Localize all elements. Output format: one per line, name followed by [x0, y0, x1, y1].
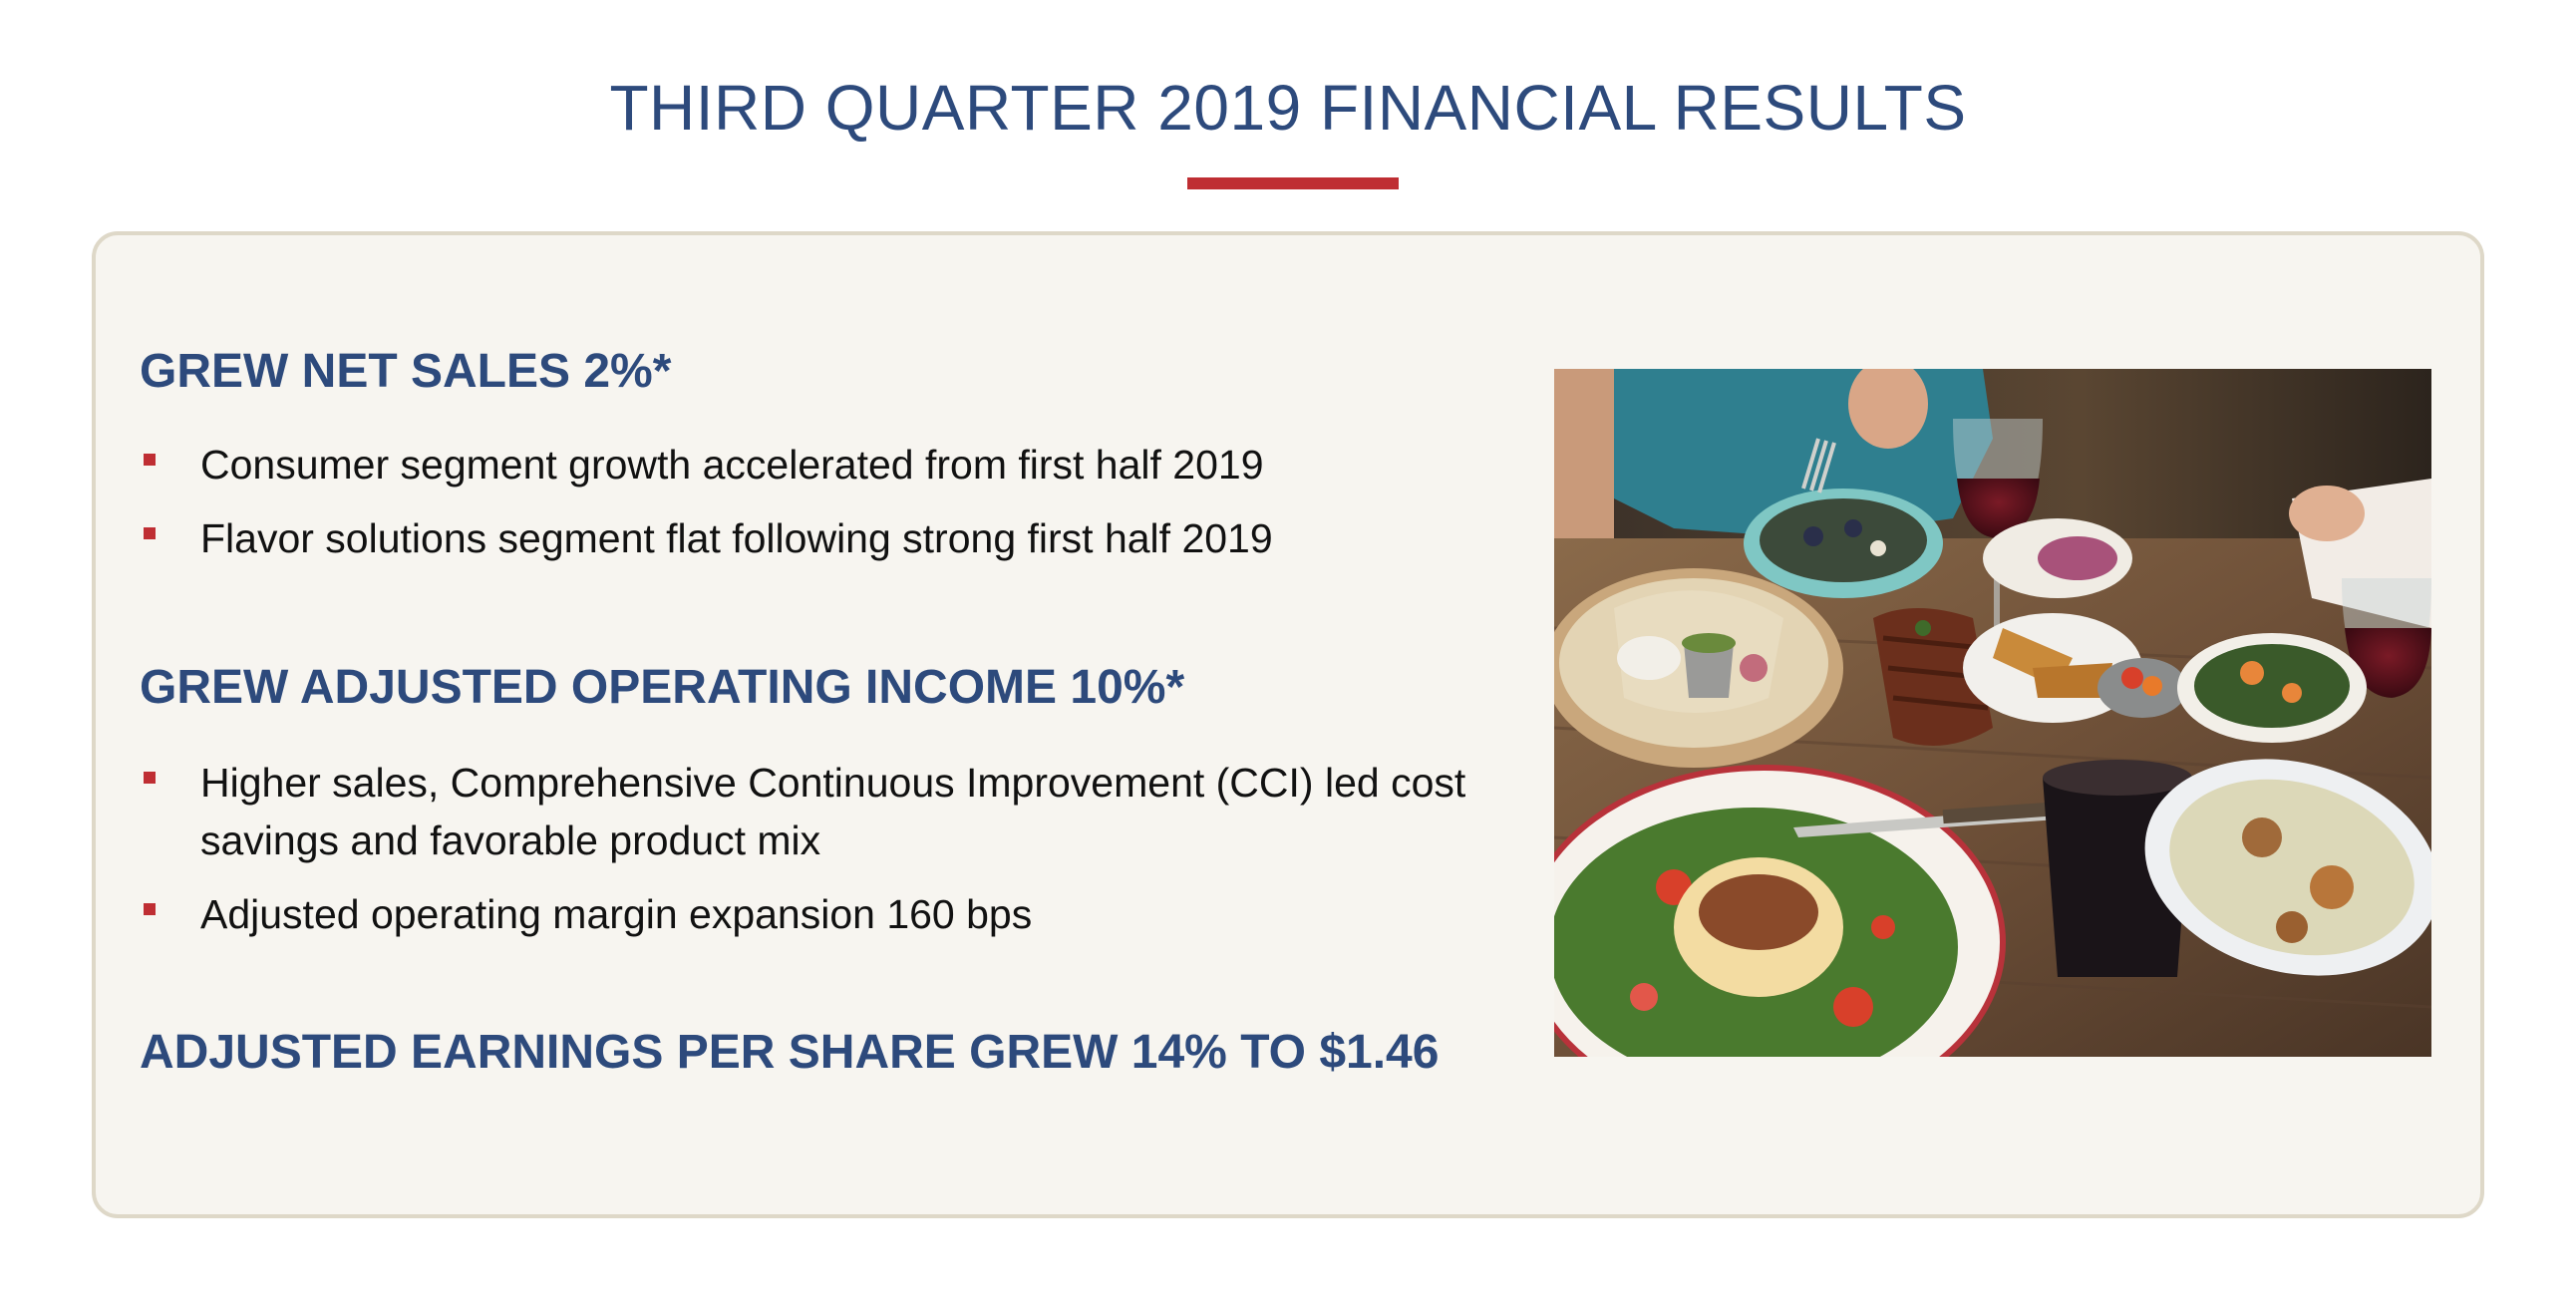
bullet-marker — [144, 903, 156, 915]
bullet-text: Adjusted operating margin expansion 160 bps — [200, 891, 1033, 937]
slide-title: THIRD QUARTER 2019 FINANCIAL RESULTS — [609, 72, 1967, 144]
heading-operating-income: GREW ADJUSTED OPERATING INCOME 10%* — [140, 661, 1185, 714]
bullet-text: Consumer segment growth accelerated from first half 2019 — [200, 442, 1264, 488]
bullet-text: Flavor solutions segment flat following strong first half 2019 — [200, 515, 1273, 561]
bullet-marker — [144, 527, 156, 539]
heading-eps: ADJUSTED EARNINGS PER SHARE GREW 14% TO $1.46 — [140, 1026, 1440, 1079]
food-photo — [1554, 369, 2431, 1057]
bullet-text: Higher sales, Comprehensive Continuous Improvement (CCI) led cost savings and favorable product mix — [200, 760, 1466, 863]
bullet-marker — [144, 772, 156, 784]
heading-net-sales: GREW NET SALES 2%* — [140, 345, 672, 398]
bullet-marker — [144, 454, 156, 466]
title-underline — [1187, 177, 1399, 189]
